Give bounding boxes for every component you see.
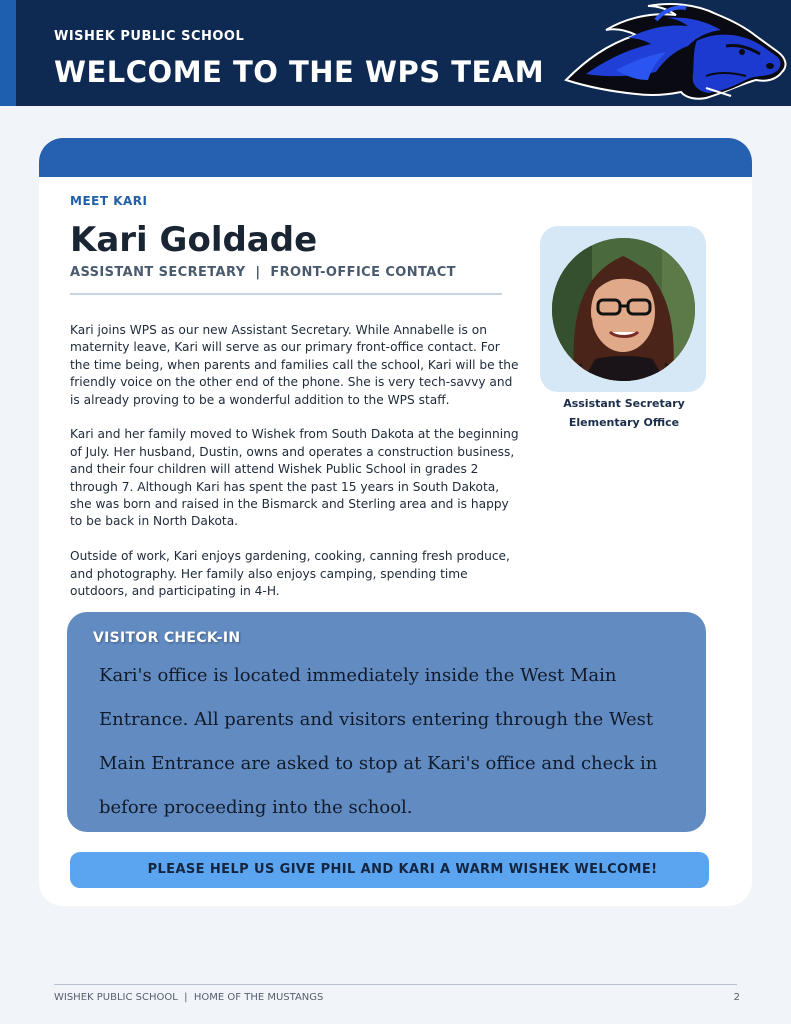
section-kicker: MEET KARI	[70, 194, 148, 208]
bio-paragraph: Kari joins WPS as our new Assistant Secretary. While Annabelle is on maternity leave, Kari will serve as our primary front-office contact. For the time being, when parents and families call the school, Kari will be the friendly voice on the other end of the phone. She is very tech-savvy and is already proving to be a wonderful addition to the WPS staff.	[70, 323, 519, 407]
welcome-text: PLEASE HELP US GIVE PHIL AND KARI A WARM WISHEK WELCOME!	[147, 862, 658, 877]
footer-text: WISHEK PUBLIC SCHOOL | HOME OF THE MUSTANGS	[54, 992, 324, 1003]
staff-role: ASSISTANT SECRETARY | FRONT-OFFICE CONTACT	[70, 265, 456, 280]
footer-divider	[54, 984, 737, 985]
visitor-checkin-box	[67, 612, 706, 832]
welcome-banner	[70, 852, 709, 888]
staff-name: Kari Goldade	[70, 220, 318, 260]
page-title: WELCOME TO THE WPS TEAM	[54, 55, 545, 89]
bio-paragraph: Kari and her family moved to Wishek from South Dakota at the beginning of July. Her husband, Dustin, owns and operates a construction business, and their four children will attend Wishek Public School in grades 2 through 7. Although Kari has spent the past 15 years in South Dakota, she was born and raised in the Bismarck and Sterling area and is happy to be back in North Dakota.	[70, 427, 519, 529]
visitor-text: Kari's office is located immediately inside the West Main Entrance. All parents and visitors entering through the West Main Entrance are asked to stop at Kari's office and check in before proceeding into the school.	[99, 665, 658, 818]
caption-office: Elementary Office	[568, 416, 680, 429]
mustang-logo-icon	[556, 0, 791, 102]
divider	[70, 293, 502, 295]
photo-caption	[540, 394, 708, 432]
page-header	[0, 0, 791, 106]
bio-paragraph: Outside of work, Kari enjoys gardening, cooking, canning fresh produce, and photography. Her family also enjoys camping, spending time outdoors, and participating in 4-H.	[70, 549, 510, 599]
page-number: 2	[733, 992, 740, 1003]
caption-title: Assistant Secretary	[563, 397, 685, 410]
portrait-photo-icon	[552, 238, 695, 381]
card-header-band	[39, 138, 752, 177]
school-name: WISHEK PUBLIC SCHOOL	[54, 29, 245, 44]
bio-text	[70, 322, 520, 618]
visitor-title: VISITOR CHECK-IN	[93, 630, 241, 646]
header-accent-strip	[0, 0, 16, 106]
photo-frame	[540, 226, 706, 392]
